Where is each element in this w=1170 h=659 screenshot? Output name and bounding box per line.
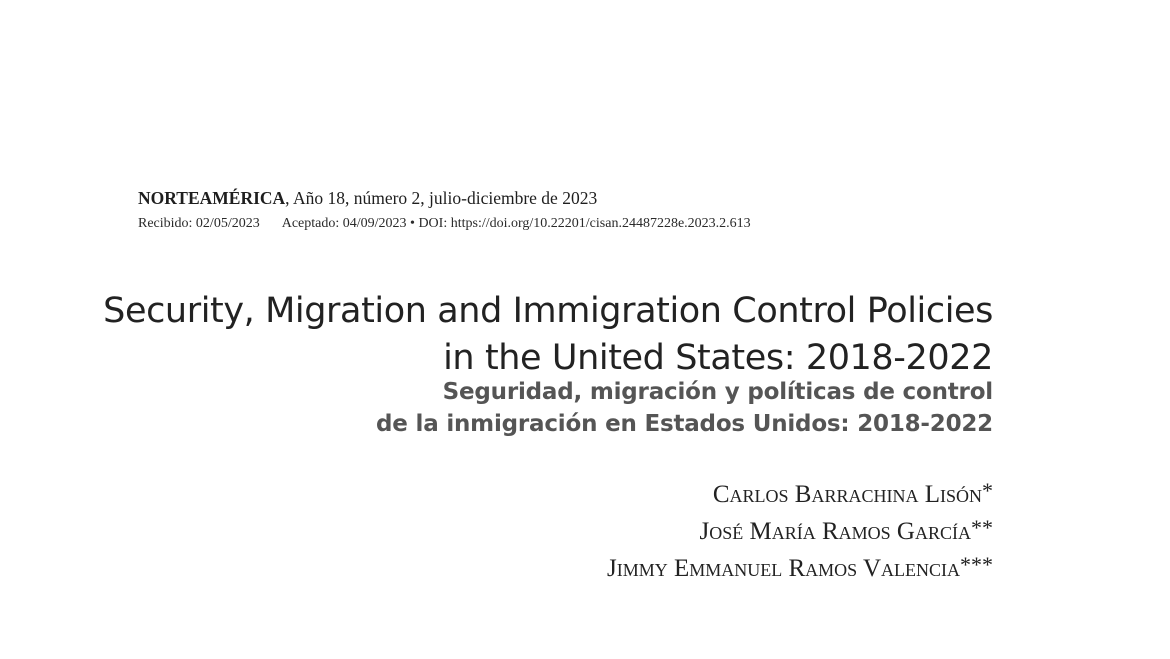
title-es-line-1: Seguridad, migración y políticas de control: [442, 379, 993, 405]
article-title-spanish: [376, 376, 993, 440]
author-name: José María Ramos García: [699, 518, 971, 545]
journal-issue: , Año 18, número 2, julio-diciembre de 2023: [285, 188, 598, 208]
article-title-english: [103, 288, 993, 382]
bullet-separator: •: [410, 216, 415, 231]
author-footnote-mark: *: [982, 478, 993, 503]
author-name: Jimmy Emmanuel Ramos Valencia: [606, 555, 960, 582]
author-name: Carlos Barrachina Lisón: [712, 481, 982, 508]
received-date: Recibido: 02/05/2023: [138, 216, 260, 231]
article-dates-doi-line: [138, 216, 751, 232]
doi-link[interactable]: DOI: https://doi.org/10.22201/cisan.24487228e.2023.2.613: [418, 216, 751, 231]
author-footnote-mark: **: [971, 515, 993, 540]
author-item: [607, 548, 993, 585]
journal-citation-line: [138, 188, 597, 209]
author-list: [607, 474, 993, 585]
journal-name: NORTEAMÉRICA: [138, 188, 286, 208]
title-en-line-1: Security, Migration and Immigration Control Policies: [103, 291, 993, 331]
accepted-date: Aceptado: 04/09/2023: [281, 216, 407, 231]
title-en-line-2: in the United States: 2018-2022: [443, 338, 993, 378]
author-item: [607, 474, 993, 511]
title-es-line-2: de la inmigración en Estados Unidos: 2018-2022: [376, 411, 993, 437]
author-item: [607, 511, 993, 548]
author-footnote-mark: ***: [960, 552, 993, 577]
